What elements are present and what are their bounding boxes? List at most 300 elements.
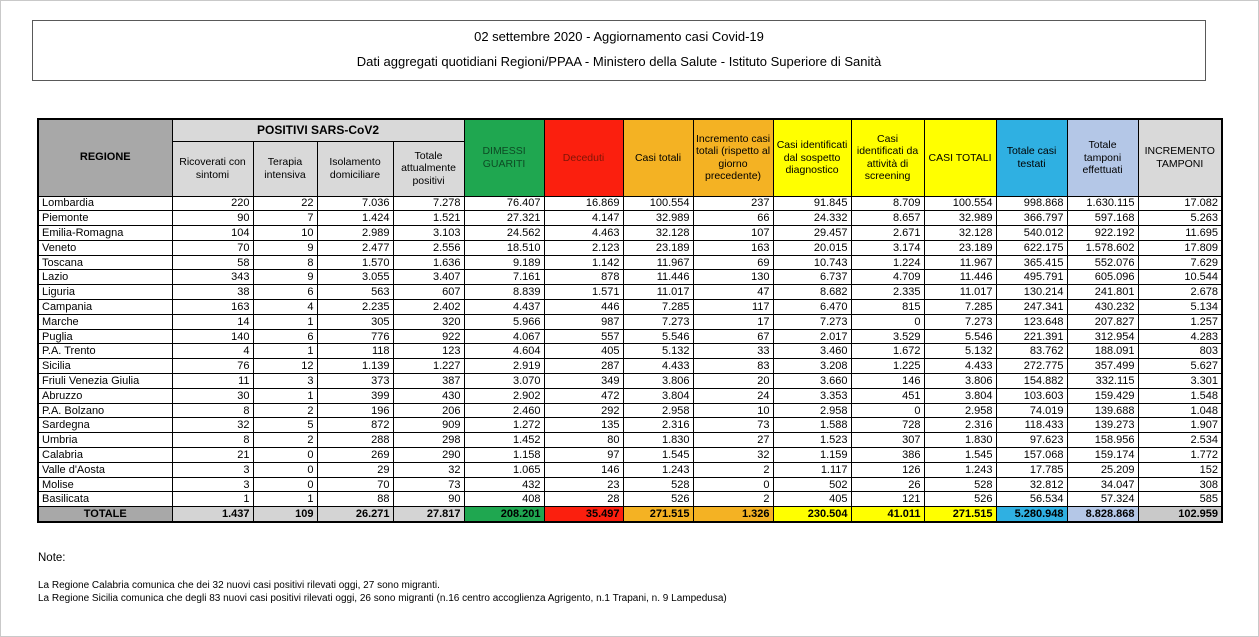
col-header-casi-totali-caps: CASI TOTALI <box>924 119 996 196</box>
region-cell: Lombardia <box>38 196 172 211</box>
value-cell: 117 <box>693 300 773 315</box>
value-cell: 107 <box>693 226 773 241</box>
value-cell: 1.907 <box>1138 418 1222 433</box>
value-cell: 622.175 <box>996 240 1067 255</box>
col-header-ricoverati: Ricoverati con sintomi <box>172 141 253 196</box>
value-cell: 83 <box>693 359 773 374</box>
value-cell: 1.227 <box>393 359 464 374</box>
value-cell: 58 <box>172 255 253 270</box>
value-cell: 139.688 <box>1067 403 1138 418</box>
value-cell: 1.830 <box>623 433 693 448</box>
value-cell: 32.989 <box>623 211 693 226</box>
value-cell: 343 <box>172 270 253 285</box>
value-cell: 1.571 <box>544 285 623 300</box>
value-cell: 196 <box>317 403 393 418</box>
value-cell: 157.068 <box>996 448 1067 463</box>
value-cell: 23.189 <box>924 240 996 255</box>
value-cell: 25.209 <box>1067 462 1138 477</box>
notes-title: Note: <box>38 552 66 564</box>
value-cell: 5.546 <box>623 329 693 344</box>
table-row <box>38 240 1222 255</box>
value-cell: 158.956 <box>1067 433 1138 448</box>
value-cell: 7 <box>253 211 317 226</box>
value-cell: 91.845 <box>773 196 851 211</box>
value-cell: 34.047 <box>1067 477 1138 492</box>
value-cell: 32 <box>693 448 773 463</box>
value-cell: 4.437 <box>464 300 544 315</box>
total-value-cell: 230.504 <box>773 507 851 522</box>
value-cell: 188.091 <box>1067 344 1138 359</box>
value-cell: 607 <box>393 285 464 300</box>
value-cell: 103.603 <box>996 388 1067 403</box>
value-cell: 38 <box>172 285 253 300</box>
value-cell: 1.272 <box>464 418 544 433</box>
value-cell: 4 <box>172 344 253 359</box>
table-row <box>38 314 1222 329</box>
value-cell: 0 <box>851 314 924 329</box>
region-cell: Campania <box>38 300 172 315</box>
value-cell: 502 <box>773 477 851 492</box>
value-cell: 1.065 <box>464 462 544 477</box>
value-cell: 1.452 <box>464 433 544 448</box>
value-cell: 29 <box>317 462 393 477</box>
value-cell: 2.958 <box>924 403 996 418</box>
value-cell: 1 <box>253 388 317 403</box>
value-cell: 1 <box>253 492 317 507</box>
region-cell: Liguria <box>38 285 172 300</box>
region-cell: Basilicata <box>38 492 172 507</box>
value-cell: 8 <box>253 255 317 270</box>
value-cell: 1.424 <box>317 211 393 226</box>
value-cell: 154.882 <box>996 374 1067 389</box>
table-row <box>38 477 1222 492</box>
value-cell: 57.324 <box>1067 492 1138 507</box>
value-cell: 47 <box>693 285 773 300</box>
value-cell: 76.407 <box>464 196 544 211</box>
table-row <box>38 285 1222 300</box>
total-value-cell: 102.959 <box>1138 507 1222 522</box>
region-cell: Veneto <box>38 240 172 255</box>
region-cell: Valle d'Aosta <box>38 462 172 477</box>
value-cell: 803 <box>1138 344 1222 359</box>
value-cell: 430.232 <box>1067 300 1138 315</box>
region-cell: Abruzzo <box>38 388 172 403</box>
value-cell: 32.989 <box>924 211 996 226</box>
value-cell: 1.142 <box>544 255 623 270</box>
value-cell: 597.168 <box>1067 211 1138 226</box>
value-cell: 24.562 <box>464 226 544 241</box>
value-cell: 32.128 <box>924 226 996 241</box>
value-cell: 121 <box>851 492 924 507</box>
value-cell: 0 <box>693 477 773 492</box>
value-cell: 130 <box>693 270 773 285</box>
col-header-totale-casi-testati: Totale casi testati <box>996 119 1067 196</box>
region-cell: Calabria <box>38 448 172 463</box>
col-header-isolamento-domiciliare: Isolamento domiciliare <box>317 141 393 196</box>
value-cell: 9 <box>253 270 317 285</box>
value-cell: 430 <box>393 388 464 403</box>
value-cell: 776 <box>317 329 393 344</box>
value-cell: 6 <box>253 329 317 344</box>
value-cell: 909 <box>393 418 464 433</box>
value-cell: 472 <box>544 388 623 403</box>
region-cell: Toscana <box>38 255 172 270</box>
value-cell: 1.548 <box>1138 388 1222 403</box>
value-cell: 373 <box>317 374 393 389</box>
value-cell: 123.648 <box>996 314 1067 329</box>
total-value-cell: 8.828.868 <box>1067 507 1138 522</box>
region-cell: P.A. Bolzano <box>38 403 172 418</box>
value-cell: 386 <box>851 448 924 463</box>
value-cell: 66 <box>693 211 773 226</box>
value-cell: 3.407 <box>393 270 464 285</box>
value-cell: 9 <box>253 240 317 255</box>
value-cell: 2.235 <box>317 300 393 315</box>
value-cell: 28 <box>544 492 623 507</box>
value-cell: 308 <box>1138 477 1222 492</box>
value-cell: 3.660 <box>773 374 851 389</box>
value-cell: 1.117 <box>773 462 851 477</box>
page-subtitle: Dati aggregati quotidiani Regioni/PPAA - Ministero della Salute - Istituto Superiore di Sanità <box>356 54 882 69</box>
table-row <box>38 270 1222 285</box>
value-cell: 17.082 <box>1138 196 1222 211</box>
covid-data-table <box>37 118 1223 523</box>
value-cell: 357.499 <box>1067 359 1138 374</box>
value-cell: 1.588 <box>773 418 851 433</box>
value-cell: 1 <box>253 314 317 329</box>
value-cell: 332.115 <box>1067 374 1138 389</box>
table-row <box>38 433 1222 448</box>
value-cell: 2 <box>693 462 773 477</box>
value-cell: 23.189 <box>623 240 693 255</box>
value-cell: 0 <box>253 448 317 463</box>
value-cell: 399 <box>317 388 393 403</box>
value-cell: 118 <box>317 344 393 359</box>
value-cell: 2.316 <box>924 418 996 433</box>
value-cell: 405 <box>544 344 623 359</box>
value-cell: 540.012 <box>996 226 1067 241</box>
value-cell: 33 <box>693 344 773 359</box>
value-cell: 1.523 <box>773 433 851 448</box>
value-cell: 312.954 <box>1067 329 1138 344</box>
value-cell: 2.902 <box>464 388 544 403</box>
total-value-cell: 27.817 <box>393 507 464 522</box>
value-cell: 2.671 <box>851 226 924 241</box>
value-cell: 1.243 <box>623 462 693 477</box>
value-cell: 8.709 <box>851 196 924 211</box>
value-cell: 237 <box>693 196 773 211</box>
value-cell: 97 <box>544 448 623 463</box>
table-row <box>38 226 1222 241</box>
table-row <box>38 300 1222 315</box>
value-cell: 8.839 <box>464 285 544 300</box>
table-row <box>38 196 1222 211</box>
note-line-sicilia: La Regione Sicilia comunica che degli 83 nuovi casi positivi rilevati oggi, 26 sono migranti (n.16 centro accoglienza Agrigento, n.1 Trapani, n. 9 Lampedusa) <box>38 593 727 604</box>
value-cell: 2 <box>253 433 317 448</box>
value-cell: 130.214 <box>996 285 1067 300</box>
table-row <box>38 388 1222 403</box>
region-cell: Marche <box>38 314 172 329</box>
total-value-cell: 1.326 <box>693 507 773 522</box>
value-cell: 163 <box>693 240 773 255</box>
value-cell: 1.521 <box>393 211 464 226</box>
table-body <box>38 196 1222 522</box>
value-cell: 3.806 <box>623 374 693 389</box>
value-cell: 9.189 <box>464 255 544 270</box>
value-cell: 5.966 <box>464 314 544 329</box>
value-cell: 408 <box>464 492 544 507</box>
table-row <box>38 403 1222 418</box>
value-cell: 3 <box>253 374 317 389</box>
table-row <box>38 374 1222 389</box>
value-cell: 272.775 <box>996 359 1067 374</box>
value-cell: 552.076 <box>1067 255 1138 270</box>
region-cell: P.A. Trento <box>38 344 172 359</box>
col-header-sospetto-diagnostico: Casi identificati dal sospetto diagnostico <box>773 119 851 196</box>
col-header-terapia-intensiva: Terapia intensiva <box>253 141 317 196</box>
value-cell: 526 <box>924 492 996 507</box>
value-cell: 446 <box>544 300 623 315</box>
value-cell: 0 <box>851 403 924 418</box>
value-cell: 5.134 <box>1138 300 1222 315</box>
col-header-positivi-sars-cov2: POSITIVI SARS-CoV2 <box>172 119 464 141</box>
value-cell: 5.132 <box>924 344 996 359</box>
value-cell: 3.208 <box>773 359 851 374</box>
region-cell: Piemonte <box>38 211 172 226</box>
value-cell: 139.273 <box>1067 418 1138 433</box>
value-cell: 69 <box>693 255 773 270</box>
value-cell: 2 <box>253 403 317 418</box>
value-cell: 11.017 <box>924 285 996 300</box>
col-header-deceduti: Deceduti <box>544 119 623 196</box>
total-value-cell: 1.437 <box>172 507 253 522</box>
total-value-cell: 271.515 <box>623 507 693 522</box>
notes-section <box>38 552 727 605</box>
value-cell: 307 <box>851 433 924 448</box>
value-cell: 1.224 <box>851 255 924 270</box>
table-row <box>38 329 1222 344</box>
value-cell: 0 <box>253 462 317 477</box>
value-cell: 220 <box>172 196 253 211</box>
value-cell: 3.804 <box>924 388 996 403</box>
value-cell: 4.604 <box>464 344 544 359</box>
value-cell: 557 <box>544 329 623 344</box>
value-cell: 100.554 <box>924 196 996 211</box>
table-row <box>38 492 1222 507</box>
value-cell: 29.457 <box>773 226 851 241</box>
value-cell: 2.316 <box>623 418 693 433</box>
table-row <box>38 418 1222 433</box>
value-cell: 269 <box>317 448 393 463</box>
value-cell: 22 <box>253 196 317 211</box>
table-row <box>38 359 1222 374</box>
value-cell: 32 <box>393 462 464 477</box>
value-cell: 872 <box>317 418 393 433</box>
value-cell: 2.958 <box>623 403 693 418</box>
value-cell: 11.967 <box>924 255 996 270</box>
region-cell: Sicilia <box>38 359 172 374</box>
value-cell: 2.335 <box>851 285 924 300</box>
col-header-casi-totali: Casi totali <box>623 119 693 196</box>
table-row <box>38 448 1222 463</box>
value-cell: 387 <box>393 374 464 389</box>
region-cell: Emilia-Romagna <box>38 226 172 241</box>
value-cell: 2.123 <box>544 240 623 255</box>
value-cell: 32 <box>172 418 253 433</box>
value-cell: 5 <box>253 418 317 433</box>
table-row <box>38 211 1222 226</box>
value-cell: 495.791 <box>996 270 1067 285</box>
value-cell: 32.812 <box>996 477 1067 492</box>
value-cell: 97.623 <box>996 433 1067 448</box>
value-cell: 7.278 <box>393 196 464 211</box>
value-cell: 3.804 <box>623 388 693 403</box>
value-cell: 987 <box>544 314 623 329</box>
value-cell: 20 <box>693 374 773 389</box>
value-cell: 10.743 <box>773 255 851 270</box>
value-cell: 27 <box>693 433 773 448</box>
col-header-screening: Casi identificati da attività di screening <box>851 119 924 196</box>
value-cell: 140 <box>172 329 253 344</box>
value-cell: 1 <box>172 492 253 507</box>
value-cell: 16.869 <box>544 196 623 211</box>
value-cell: 30 <box>172 388 253 403</box>
table-row <box>38 255 1222 270</box>
col-header-totale-attualmente-positivi: Totale attualmente positivi <box>393 141 464 196</box>
col-header-regione: REGIONE <box>38 119 172 196</box>
value-cell: 1.158 <box>464 448 544 463</box>
value-cell: 922.192 <box>1067 226 1138 241</box>
value-cell: 241.801 <box>1067 285 1138 300</box>
value-cell: 8.657 <box>851 211 924 226</box>
value-cell: 922 <box>393 329 464 344</box>
region-cell: Molise <box>38 477 172 492</box>
col-header-incremento-casi: Incremento casi totali (rispetto al giorno precedente) <box>693 119 773 196</box>
value-cell: 11.017 <box>623 285 693 300</box>
value-cell: 320 <box>393 314 464 329</box>
table-row <box>38 462 1222 477</box>
value-cell: 7.161 <box>464 270 544 285</box>
value-cell: 3.460 <box>773 344 851 359</box>
value-cell: 32.128 <box>623 226 693 241</box>
value-cell: 1.545 <box>623 448 693 463</box>
value-cell: 1.570 <box>317 255 393 270</box>
value-cell: 70 <box>172 240 253 255</box>
value-cell: 5.132 <box>623 344 693 359</box>
value-cell: 7.285 <box>924 300 996 315</box>
value-cell: 5.263 <box>1138 211 1222 226</box>
value-cell: 3.070 <box>464 374 544 389</box>
total-label-cell: TOTALE <box>38 507 172 522</box>
value-cell: 4.463 <box>544 226 623 241</box>
value-cell: 7.629 <box>1138 255 1222 270</box>
title-box <box>32 20 1206 81</box>
value-cell: 73 <box>693 418 773 433</box>
value-cell: 605.096 <box>1067 270 1138 285</box>
value-cell: 247.341 <box>996 300 1067 315</box>
value-cell: 2.989 <box>317 226 393 241</box>
value-cell: 126 <box>851 462 924 477</box>
value-cell: 3.103 <box>393 226 464 241</box>
value-cell: 207.827 <box>1067 314 1138 329</box>
total-value-cell: 271.515 <box>924 507 996 522</box>
total-value-cell: 5.280.948 <box>996 507 1067 522</box>
value-cell: 159.174 <box>1067 448 1138 463</box>
value-cell: 24 <box>693 388 773 403</box>
col-header-dimessi-guariti: DIMESSI GUARITI <box>464 119 544 196</box>
value-cell: 1.830 <box>924 433 996 448</box>
value-cell: 90 <box>172 211 253 226</box>
value-cell: 18.510 <box>464 240 544 255</box>
col-header-totale-tamponi: Totale tamponi effettuati <box>1067 119 1138 196</box>
value-cell: 88 <box>317 492 393 507</box>
value-cell: 11.967 <box>623 255 693 270</box>
value-cell: 3.806 <box>924 374 996 389</box>
total-value-cell: 26.271 <box>317 507 393 522</box>
header-row-1 <box>38 119 1222 141</box>
total-value-cell: 41.011 <box>851 507 924 522</box>
note-line-calabria: La Regione Calabria comunica che dei 32 nuovi casi positivi rilevati oggi, 27 sono migranti. <box>38 580 440 591</box>
value-cell: 3.174 <box>851 240 924 255</box>
value-cell: 4.433 <box>924 359 996 374</box>
value-cell: 3.353 <box>773 388 851 403</box>
value-cell: 74.019 <box>996 403 1067 418</box>
value-cell: 2.556 <box>393 240 464 255</box>
value-cell: 2.402 <box>393 300 464 315</box>
value-cell: 528 <box>924 477 996 492</box>
value-cell: 3.055 <box>317 270 393 285</box>
value-cell: 432 <box>464 477 544 492</box>
value-cell: 4.709 <box>851 270 924 285</box>
region-cell: Lazio <box>38 270 172 285</box>
value-cell: 17.809 <box>1138 240 1222 255</box>
value-cell: 998.868 <box>996 196 1067 211</box>
value-cell: 6.470 <box>773 300 851 315</box>
value-cell: 159.429 <box>1067 388 1138 403</box>
value-cell: 4.147 <box>544 211 623 226</box>
region-cell: Puglia <box>38 329 172 344</box>
value-cell: 4 <box>253 300 317 315</box>
value-cell: 2.919 <box>464 359 544 374</box>
value-cell: 1.636 <box>393 255 464 270</box>
value-cell: 305 <box>317 314 393 329</box>
value-cell: 23 <box>544 477 623 492</box>
value-cell: 73 <box>393 477 464 492</box>
value-cell: 290 <box>393 448 464 463</box>
value-cell: 298 <box>393 433 464 448</box>
value-cell: 3 <box>172 462 253 477</box>
value-cell: 6 <box>253 285 317 300</box>
value-cell: 405 <box>773 492 851 507</box>
value-cell: 1.243 <box>924 462 996 477</box>
value-cell: 1.048 <box>1138 403 1222 418</box>
value-cell: 0 <box>253 477 317 492</box>
region-cell: Umbria <box>38 433 172 448</box>
value-cell: 366.797 <box>996 211 1067 226</box>
value-cell: 1 <box>253 344 317 359</box>
value-cell: 100.554 <box>623 196 693 211</box>
value-cell: 17.785 <box>996 462 1067 477</box>
total-row <box>38 507 1222 522</box>
value-cell: 123 <box>393 344 464 359</box>
value-cell: 104 <box>172 226 253 241</box>
value-cell: 2.017 <box>773 329 851 344</box>
value-cell: 20.015 <box>773 240 851 255</box>
value-cell: 12 <box>253 359 317 374</box>
value-cell: 17 <box>693 314 773 329</box>
value-cell: 11.446 <box>924 270 996 285</box>
col-header-incremento-tamponi: INCREMENTO TAMPONI <box>1138 119 1222 196</box>
